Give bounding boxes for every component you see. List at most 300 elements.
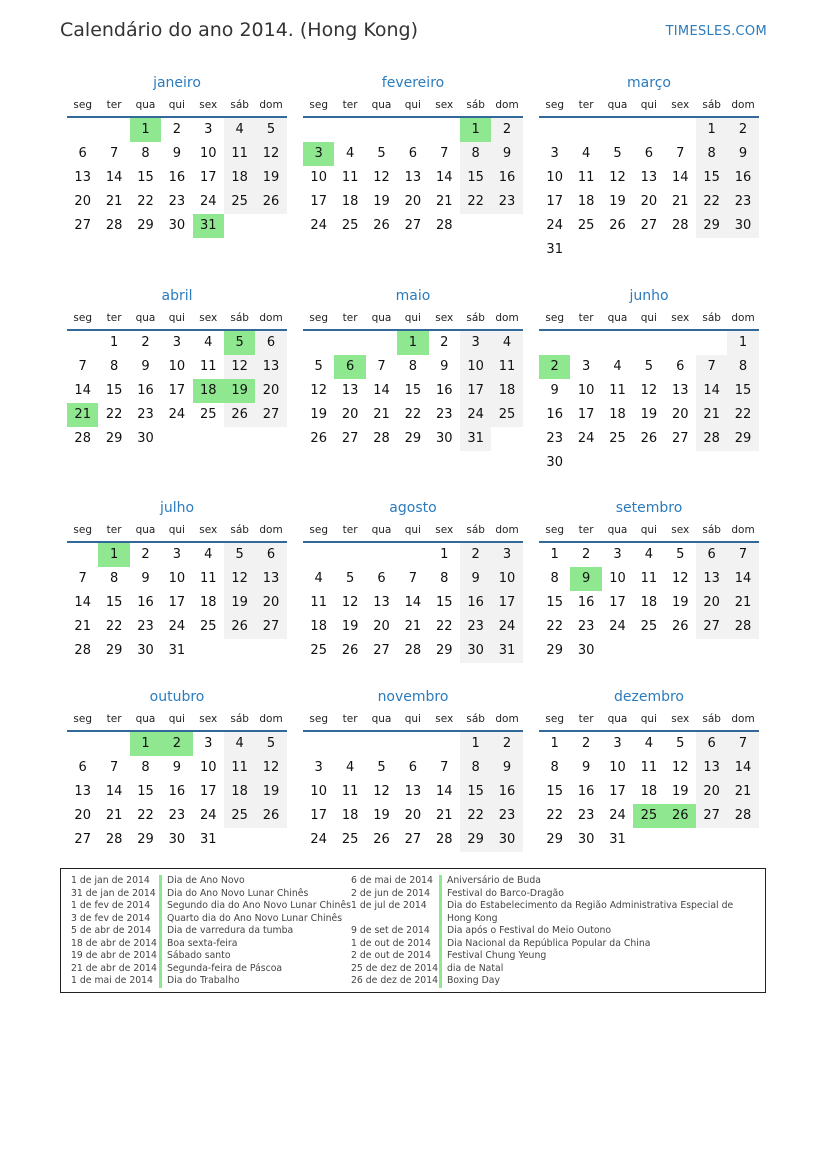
weekend-day-cell[interactable]: 16 — [727, 166, 758, 190]
day-cell[interactable]: 9 — [581, 760, 591, 775]
day-cell[interactable]: 18 — [640, 784, 658, 799]
day-cell[interactable]: 14 — [74, 383, 91, 398]
day-cell[interactable]: 17 — [199, 784, 217, 799]
day-cell[interactable]: 3 — [204, 122, 213, 137]
weekend-day-cell[interactable]: 12 — [224, 355, 255, 379]
day-cell[interactable]: 19 — [373, 808, 390, 823]
day-cell[interactable]: 28 — [671, 218, 689, 233]
day-cell[interactable]: 11 — [341, 784, 359, 799]
weekend-day-cell[interactable]: 20 — [255, 379, 286, 403]
day-cell[interactable]: 22 — [546, 808, 563, 823]
day-cell[interactable]: 13 — [74, 784, 91, 799]
holiday-day-cell[interactable]: 25 — [633, 804, 664, 828]
day-cell[interactable]: 25 — [577, 218, 595, 233]
day-cell[interactable]: 16 — [137, 383, 154, 398]
holiday-day-cell[interactable]: 1 — [460, 118, 491, 142]
day-cell[interactable]: 12 — [341, 595, 359, 610]
day-cell[interactable]: 15 — [435, 595, 453, 610]
weekend-day-cell[interactable]: 27 — [696, 804, 727, 828]
weekend-day-cell[interactable]: 17 — [460, 379, 491, 403]
day-cell[interactable]: 28 — [74, 643, 91, 658]
weekend-day-cell[interactable]: 14 — [727, 567, 758, 591]
day-cell[interactable]: 14 — [435, 784, 453, 799]
weekend-day-cell[interactable]: 21 — [727, 780, 758, 804]
day-cell[interactable]: 20 — [74, 194, 91, 209]
weekend-day-cell[interactable]: 29 — [460, 828, 491, 852]
weekend-day-cell[interactable]: 24 — [491, 615, 522, 639]
day-cell[interactable]: 18 — [341, 194, 359, 209]
weekend-day-cell[interactable]: 5 — [255, 732, 286, 756]
weekend-day-cell[interactable]: 20 — [255, 591, 286, 615]
day-cell[interactable]: 23 — [168, 808, 186, 823]
holiday-day-cell[interactable]: 5 — [224, 331, 255, 355]
weekend-day-cell[interactable]: 16 — [460, 591, 491, 615]
day-cell[interactable]: 5 — [377, 146, 386, 161]
weekend-day-cell[interactable]: 26 — [255, 190, 286, 214]
day-cell[interactable]: 15 — [546, 595, 563, 610]
holiday-day-cell[interactable]: 31 — [193, 214, 224, 238]
day-cell[interactable]: 24 — [199, 194, 217, 209]
day-cell[interactable]: 12 — [373, 784, 390, 799]
weekend-day-cell[interactable]: 30 — [460, 639, 491, 663]
weekend-day-cell[interactable]: 3 — [460, 331, 491, 355]
day-cell[interactable]: 4 — [345, 146, 355, 161]
holiday-day-cell[interactable]: 3 — [303, 142, 334, 166]
holiday-day-cell[interactable]: 2 — [539, 355, 570, 379]
day-cell[interactable]: 23 — [546, 431, 563, 446]
day-cell[interactable]: 29 — [546, 643, 563, 658]
day-cell[interactable]: 24 — [310, 832, 327, 847]
weekend-day-cell[interactable]: 15 — [460, 780, 491, 804]
day-cell[interactable]: 30 — [168, 218, 186, 233]
holiday-day-cell[interactable]: 1 — [397, 331, 428, 355]
day-cell[interactable]: 17 — [609, 595, 626, 610]
day-cell[interactable]: 4 — [345, 760, 355, 775]
day-cell[interactable]: 30 — [168, 832, 186, 847]
day-cell[interactable]: 8 — [440, 571, 449, 586]
day-cell[interactable]: 2 — [440, 335, 449, 350]
day-cell[interactable]: 31 — [168, 643, 186, 658]
weekend-day-cell[interactable]: 20 — [696, 780, 727, 804]
day-cell[interactable]: 21 — [373, 407, 390, 422]
day-cell[interactable]: 7 — [78, 571, 87, 586]
day-cell[interactable]: 17 — [168, 595, 186, 610]
day-cell[interactable]: 21 — [435, 194, 453, 209]
day-cell[interactable]: 27 — [341, 431, 359, 446]
weekend-day-cell[interactable]: 25 — [224, 804, 255, 828]
day-cell[interactable]: 9 — [172, 760, 181, 775]
weekend-day-cell[interactable]: 4 — [224, 118, 255, 142]
day-cell[interactable]: 25 — [310, 643, 327, 658]
day-cell[interactable]: 20 — [404, 808, 422, 823]
day-cell[interactable]: 1 — [109, 335, 119, 350]
day-cell[interactable]: 9 — [141, 571, 150, 586]
day-cell[interactable]: 26 — [671, 619, 689, 634]
day-cell[interactable]: 8 — [408, 359, 417, 374]
day-cell[interactable]: 26 — [373, 218, 390, 233]
day-cell[interactable]: 30 — [435, 431, 453, 446]
day-cell[interactable]: 15 — [137, 170, 154, 185]
weekend-day-cell[interactable]: 13 — [696, 756, 727, 780]
day-cell[interactable]: 18 — [640, 595, 658, 610]
day-cell[interactable]: 10 — [310, 170, 327, 185]
day-cell[interactable]: 18 — [310, 619, 327, 634]
day-cell[interactable]: 7 — [408, 571, 417, 586]
day-cell[interactable]: 21 — [435, 808, 453, 823]
day-cell[interactable]: 23 — [577, 619, 595, 634]
weekend-day-cell[interactable]: 19 — [224, 591, 255, 615]
weekend-day-cell[interactable]: 8 — [460, 756, 491, 780]
weekend-day-cell[interactable]: 10 — [491, 567, 522, 591]
day-cell[interactable]: 5 — [676, 547, 685, 562]
day-cell[interactable]: 28 — [105, 218, 123, 233]
day-cell[interactable]: 24 — [168, 407, 186, 422]
weekend-day-cell[interactable]: 31 — [491, 639, 522, 663]
weekend-day-cell[interactable]: 22 — [696, 190, 727, 214]
day-cell[interactable]: 24 — [168, 619, 186, 634]
day-cell[interactable]: 5 — [314, 359, 323, 374]
weekend-day-cell[interactable]: 30 — [491, 828, 522, 852]
weekend-day-cell[interactable]: 2 — [727, 118, 758, 142]
weekend-day-cell[interactable]: 6 — [696, 732, 727, 756]
day-cell[interactable]: 5 — [345, 571, 355, 586]
day-cell[interactable]: 5 — [377, 760, 386, 775]
day-cell[interactable]: 20 — [341, 407, 359, 422]
weekend-day-cell[interactable]: 25 — [224, 190, 255, 214]
day-cell[interactable]: 29 — [105, 431, 123, 446]
day-cell[interactable]: 7 — [377, 359, 386, 374]
day-cell[interactable]: 10 — [168, 571, 186, 586]
day-cell[interactable]: 16 — [577, 595, 595, 610]
weekend-day-cell[interactable]: 5 — [255, 118, 286, 142]
day-cell[interactable]: 4 — [204, 335, 213, 350]
weekend-day-cell[interactable]: 25 — [491, 403, 522, 427]
day-cell[interactable]: 10 — [577, 383, 595, 398]
day-cell[interactable]: 22 — [404, 407, 422, 422]
day-cell[interactable]: 8 — [141, 760, 150, 775]
weekend-day-cell[interactable]: 18 — [491, 379, 522, 403]
day-cell[interactable]: 6 — [644, 146, 653, 161]
day-cell[interactable]: 11 — [310, 595, 327, 610]
day-cell[interactable]: 27 — [640, 218, 658, 233]
weekend-day-cell[interactable]: 7 — [727, 732, 758, 756]
day-cell[interactable]: 20 — [74, 808, 91, 823]
day-cell[interactable]: 19 — [640, 407, 658, 422]
holiday-day-cell[interactable]: 1 — [98, 543, 129, 567]
day-cell[interactable]: 29 — [404, 431, 422, 446]
day-cell[interactable]: 14 — [671, 170, 689, 185]
day-cell[interactable]: 23 — [137, 619, 154, 634]
day-cell[interactable]: 4 — [613, 359, 622, 374]
day-cell[interactable]: 9 — [172, 146, 181, 161]
day-cell[interactable]: 28 — [74, 431, 91, 446]
day-cell[interactable]: 23 — [137, 407, 154, 422]
day-cell[interactable]: 21 — [404, 619, 422, 634]
day-cell[interactable]: 18 — [609, 407, 626, 422]
day-cell[interactable]: 17 — [199, 170, 217, 185]
day-cell[interactable]: 27 — [74, 218, 91, 233]
day-cell[interactable]: 27 — [404, 832, 422, 847]
day-cell[interactable]: 22 — [105, 407, 123, 422]
day-cell[interactable]: 21 — [74, 619, 91, 634]
holiday-day-cell[interactable]: 18 — [193, 379, 224, 403]
day-cell[interactable]: 18 — [341, 808, 359, 823]
day-cell[interactable]: 20 — [671, 407, 689, 422]
day-cell[interactable]: 11 — [341, 170, 359, 185]
weekend-day-cell[interactable]: 7 — [696, 355, 727, 379]
weekend-day-cell[interactable]: 26 — [224, 403, 255, 427]
day-cell[interactable]: 30 — [137, 431, 154, 446]
weekend-day-cell[interactable]: 17 — [491, 591, 522, 615]
day-cell[interactable]: 5 — [676, 736, 685, 751]
weekend-day-cell[interactable]: 20 — [696, 591, 727, 615]
day-cell[interactable]: 4 — [204, 547, 213, 562]
day-cell[interactable]: 31 — [199, 832, 217, 847]
day-cell[interactable]: 8 — [550, 760, 559, 775]
weekend-day-cell[interactable]: 2 — [491, 732, 522, 756]
day-cell[interactable]: 2 — [581, 547, 591, 562]
day-cell[interactable]: 25 — [199, 407, 217, 422]
weekend-day-cell[interactable]: 27 — [255, 403, 286, 427]
weekend-day-cell[interactable]: 9 — [727, 142, 758, 166]
weekend-day-cell[interactable]: 1 — [727, 331, 758, 355]
weekend-day-cell[interactable]: 23 — [491, 190, 522, 214]
weekend-day-cell[interactable]: 11 — [224, 756, 255, 780]
day-cell[interactable]: 10 — [609, 571, 626, 586]
day-cell[interactable]: 9 — [550, 383, 559, 398]
day-cell[interactable]: 21 — [105, 808, 123, 823]
day-cell[interactable]: 24 — [546, 218, 563, 233]
day-cell[interactable]: 24 — [609, 808, 626, 823]
weekend-day-cell[interactable]: 12 — [255, 756, 286, 780]
weekend-day-cell[interactable]: 13 — [696, 567, 727, 591]
weekend-day-cell[interactable]: 5 — [224, 543, 255, 567]
day-cell[interactable]: 27 — [74, 832, 91, 847]
day-cell[interactable]: 10 — [199, 760, 217, 775]
day-cell[interactable]: 11 — [199, 571, 217, 586]
weekend-day-cell[interactable]: 3 — [491, 543, 522, 567]
day-cell[interactable]: 7 — [109, 146, 119, 161]
weekend-day-cell[interactable]: 14 — [727, 756, 758, 780]
day-cell[interactable]: 28 — [105, 832, 123, 847]
day-cell[interactable]: 17 — [546, 194, 563, 209]
weekend-day-cell[interactable]: 26 — [255, 804, 286, 828]
day-cell[interactable]: 15 — [404, 383, 422, 398]
day-cell[interactable]: 20 — [373, 619, 390, 634]
day-cell[interactable]: 3 — [581, 359, 591, 374]
day-cell[interactable]: 5 — [613, 146, 622, 161]
day-cell[interactable]: 29 — [435, 643, 453, 658]
day-cell[interactable]: 19 — [341, 619, 359, 634]
day-cell[interactable]: 26 — [373, 832, 390, 847]
day-cell[interactable]: 27 — [671, 431, 689, 446]
weekend-day-cell[interactable]: 13 — [255, 355, 286, 379]
day-cell[interactable]: 3 — [550, 146, 559, 161]
weekend-day-cell[interactable]: 23 — [727, 190, 758, 214]
day-cell[interactable]: 3 — [314, 760, 323, 775]
day-cell[interactable]: 19 — [671, 784, 689, 799]
day-cell[interactable]: 24 — [199, 808, 217, 823]
day-cell[interactable]: 13 — [404, 170, 422, 185]
weekend-day-cell[interactable]: 6 — [255, 331, 286, 355]
day-cell[interactable]: 10 — [546, 170, 563, 185]
weekend-day-cell[interactable]: 28 — [727, 804, 758, 828]
day-cell[interactable]: 31 — [609, 832, 626, 847]
day-cell[interactable]: 1 — [440, 547, 449, 562]
day-cell[interactable]: 26 — [640, 431, 658, 446]
day-cell[interactable]: 17 — [577, 407, 595, 422]
day-cell[interactable]: 12 — [373, 170, 390, 185]
day-cell[interactable]: 13 — [74, 170, 91, 185]
weekend-day-cell[interactable]: 6 — [255, 543, 286, 567]
day-cell[interactable]: 31 — [546, 242, 563, 257]
day-cell[interactable]: 10 — [310, 784, 327, 799]
weekend-day-cell[interactable]: 15 — [460, 166, 491, 190]
weekend-day-cell[interactable]: 15 — [727, 379, 758, 403]
day-cell[interactable]: 24 — [577, 431, 595, 446]
weekend-day-cell[interactable]: 9 — [491, 756, 522, 780]
day-cell[interactable]: 3 — [172, 547, 181, 562]
day-cell[interactable]: 28 — [435, 218, 453, 233]
day-cell[interactable]: 16 — [168, 784, 186, 799]
day-cell[interactable]: 15 — [137, 784, 154, 799]
holiday-day-cell[interactable]: 2 — [161, 732, 192, 756]
day-cell[interactable]: 11 — [640, 760, 658, 775]
day-cell[interactable]: 16 — [577, 784, 595, 799]
weekend-day-cell[interactable]: 14 — [696, 379, 727, 403]
weekend-day-cell[interactable]: 21 — [727, 591, 758, 615]
day-cell[interactable]: 22 — [546, 619, 563, 634]
weekend-day-cell[interactable]: 8 — [460, 142, 491, 166]
day-cell[interactable]: 25 — [341, 832, 359, 847]
day-cell[interactable]: 22 — [137, 194, 154, 209]
day-cell[interactable]: 15 — [105, 383, 123, 398]
day-cell[interactable]: 12 — [310, 383, 327, 398]
day-cell[interactable]: 15 — [105, 595, 123, 610]
day-cell[interactable]: 12 — [671, 571, 689, 586]
weekend-day-cell[interactable]: 1 — [460, 732, 491, 756]
day-cell[interactable]: 8 — [550, 571, 559, 586]
weekend-day-cell[interactable]: 7 — [727, 543, 758, 567]
day-cell[interactable]: 11 — [199, 359, 217, 374]
day-cell[interactable]: 19 — [671, 595, 689, 610]
weekend-day-cell[interactable]: 31 — [460, 427, 491, 451]
day-cell[interactable]: 2 — [172, 122, 181, 137]
day-cell[interactable]: 19 — [310, 407, 327, 422]
day-cell[interactable]: 2 — [141, 547, 150, 562]
weekend-day-cell[interactable]: 30 — [727, 214, 758, 238]
day-cell[interactable]: 23 — [168, 194, 186, 209]
day-cell[interactable]: 23 — [577, 808, 595, 823]
day-cell[interactable]: 8 — [141, 146, 150, 161]
day-cell[interactable]: 16 — [546, 407, 563, 422]
weekend-day-cell[interactable]: 1 — [696, 118, 727, 142]
weekend-day-cell[interactable]: 2 — [460, 543, 491, 567]
day-cell[interactable]: 3 — [613, 736, 622, 751]
day-cell[interactable]: 30 — [577, 643, 595, 658]
holiday-day-cell[interactable]: 19 — [224, 379, 255, 403]
day-cell[interactable]: 17 — [168, 383, 186, 398]
day-cell[interactable]: 22 — [137, 808, 154, 823]
weekend-day-cell[interactable]: 27 — [696, 615, 727, 639]
weekend-day-cell[interactable]: 6 — [696, 543, 727, 567]
weekend-day-cell[interactable]: 10 — [460, 355, 491, 379]
day-cell[interactable]: 24 — [310, 218, 327, 233]
holiday-day-cell[interactable]: 26 — [665, 804, 696, 828]
day-cell[interactable]: 22 — [105, 619, 123, 634]
day-cell[interactable]: 30 — [577, 832, 595, 847]
day-cell[interactable]: 16 — [168, 170, 186, 185]
day-cell[interactable]: 17 — [310, 194, 327, 209]
day-cell[interactable]: 26 — [609, 218, 626, 233]
day-cell[interactable]: 1 — [550, 547, 559, 562]
day-cell[interactable]: 23 — [435, 407, 453, 422]
day-cell[interactable]: 1 — [550, 736, 559, 751]
weekend-day-cell[interactable]: 28 — [727, 615, 758, 639]
day-cell[interactable]: 29 — [546, 832, 563, 847]
day-cell[interactable]: 26 — [310, 431, 327, 446]
day-cell[interactable]: 13 — [640, 170, 658, 185]
day-cell[interactable]: 3 — [172, 335, 181, 350]
day-cell[interactable]: 22 — [435, 619, 453, 634]
day-cell[interactable]: 25 — [640, 619, 658, 634]
weekend-day-cell[interactable]: 29 — [696, 214, 727, 238]
weekend-day-cell[interactable]: 12 — [224, 567, 255, 591]
day-cell[interactable]: 6 — [78, 760, 87, 775]
day-cell[interactable]: 21 — [105, 194, 123, 209]
weekend-day-cell[interactable]: 22 — [460, 190, 491, 214]
weekend-day-cell[interactable]: 24 — [460, 403, 491, 427]
day-cell[interactable]: 6 — [377, 571, 386, 586]
weekend-day-cell[interactable]: 11 — [491, 355, 522, 379]
day-cell[interactable]: 29 — [105, 643, 123, 658]
weekend-day-cell[interactable]: 19 — [255, 780, 286, 804]
day-cell[interactable]: 28 — [404, 643, 422, 658]
day-cell[interactable]: 13 — [404, 784, 422, 799]
weekend-day-cell[interactable]: 4 — [491, 331, 522, 355]
day-cell[interactable]: 28 — [373, 431, 390, 446]
holiday-day-cell[interactable]: 21 — [67, 403, 98, 427]
day-cell[interactable]: 26 — [341, 643, 359, 658]
day-cell[interactable]: 14 — [105, 784, 123, 799]
day-cell[interactable]: 18 — [199, 595, 217, 610]
day-cell[interactable]: 13 — [373, 595, 390, 610]
weekend-day-cell[interactable]: 16 — [491, 780, 522, 804]
day-cell[interactable]: 7 — [78, 359, 87, 374]
day-cell[interactable]: 20 — [640, 194, 658, 209]
day-cell[interactable]: 7 — [440, 146, 449, 161]
weekend-day-cell[interactable]: 8 — [696, 142, 727, 166]
day-cell[interactable]: 27 — [373, 643, 390, 658]
day-cell[interactable]: 11 — [640, 571, 658, 586]
day-cell[interactable]: 14 — [105, 170, 123, 185]
day-cell[interactable]: 5 — [644, 359, 653, 374]
day-cell[interactable]: 8 — [109, 359, 119, 374]
weekend-day-cell[interactable]: 12 — [255, 142, 286, 166]
day-cell[interactable]: 14 — [373, 383, 390, 398]
day-cell[interactable]: 2 — [141, 335, 150, 350]
day-cell[interactable]: 7 — [109, 760, 119, 775]
weekend-day-cell[interactable]: 18 — [224, 166, 255, 190]
day-cell[interactable]: 17 — [609, 784, 626, 799]
weekend-day-cell[interactable]: 23 — [460, 615, 491, 639]
weekend-day-cell[interactable]: 18 — [224, 780, 255, 804]
weekend-day-cell[interactable]: 9 — [491, 142, 522, 166]
day-cell[interactable]: 6 — [408, 760, 417, 775]
weekend-day-cell[interactable]: 21 — [696, 403, 727, 427]
day-cell[interactable]: 25 — [609, 431, 626, 446]
day-cell[interactable]: 9 — [141, 359, 150, 374]
